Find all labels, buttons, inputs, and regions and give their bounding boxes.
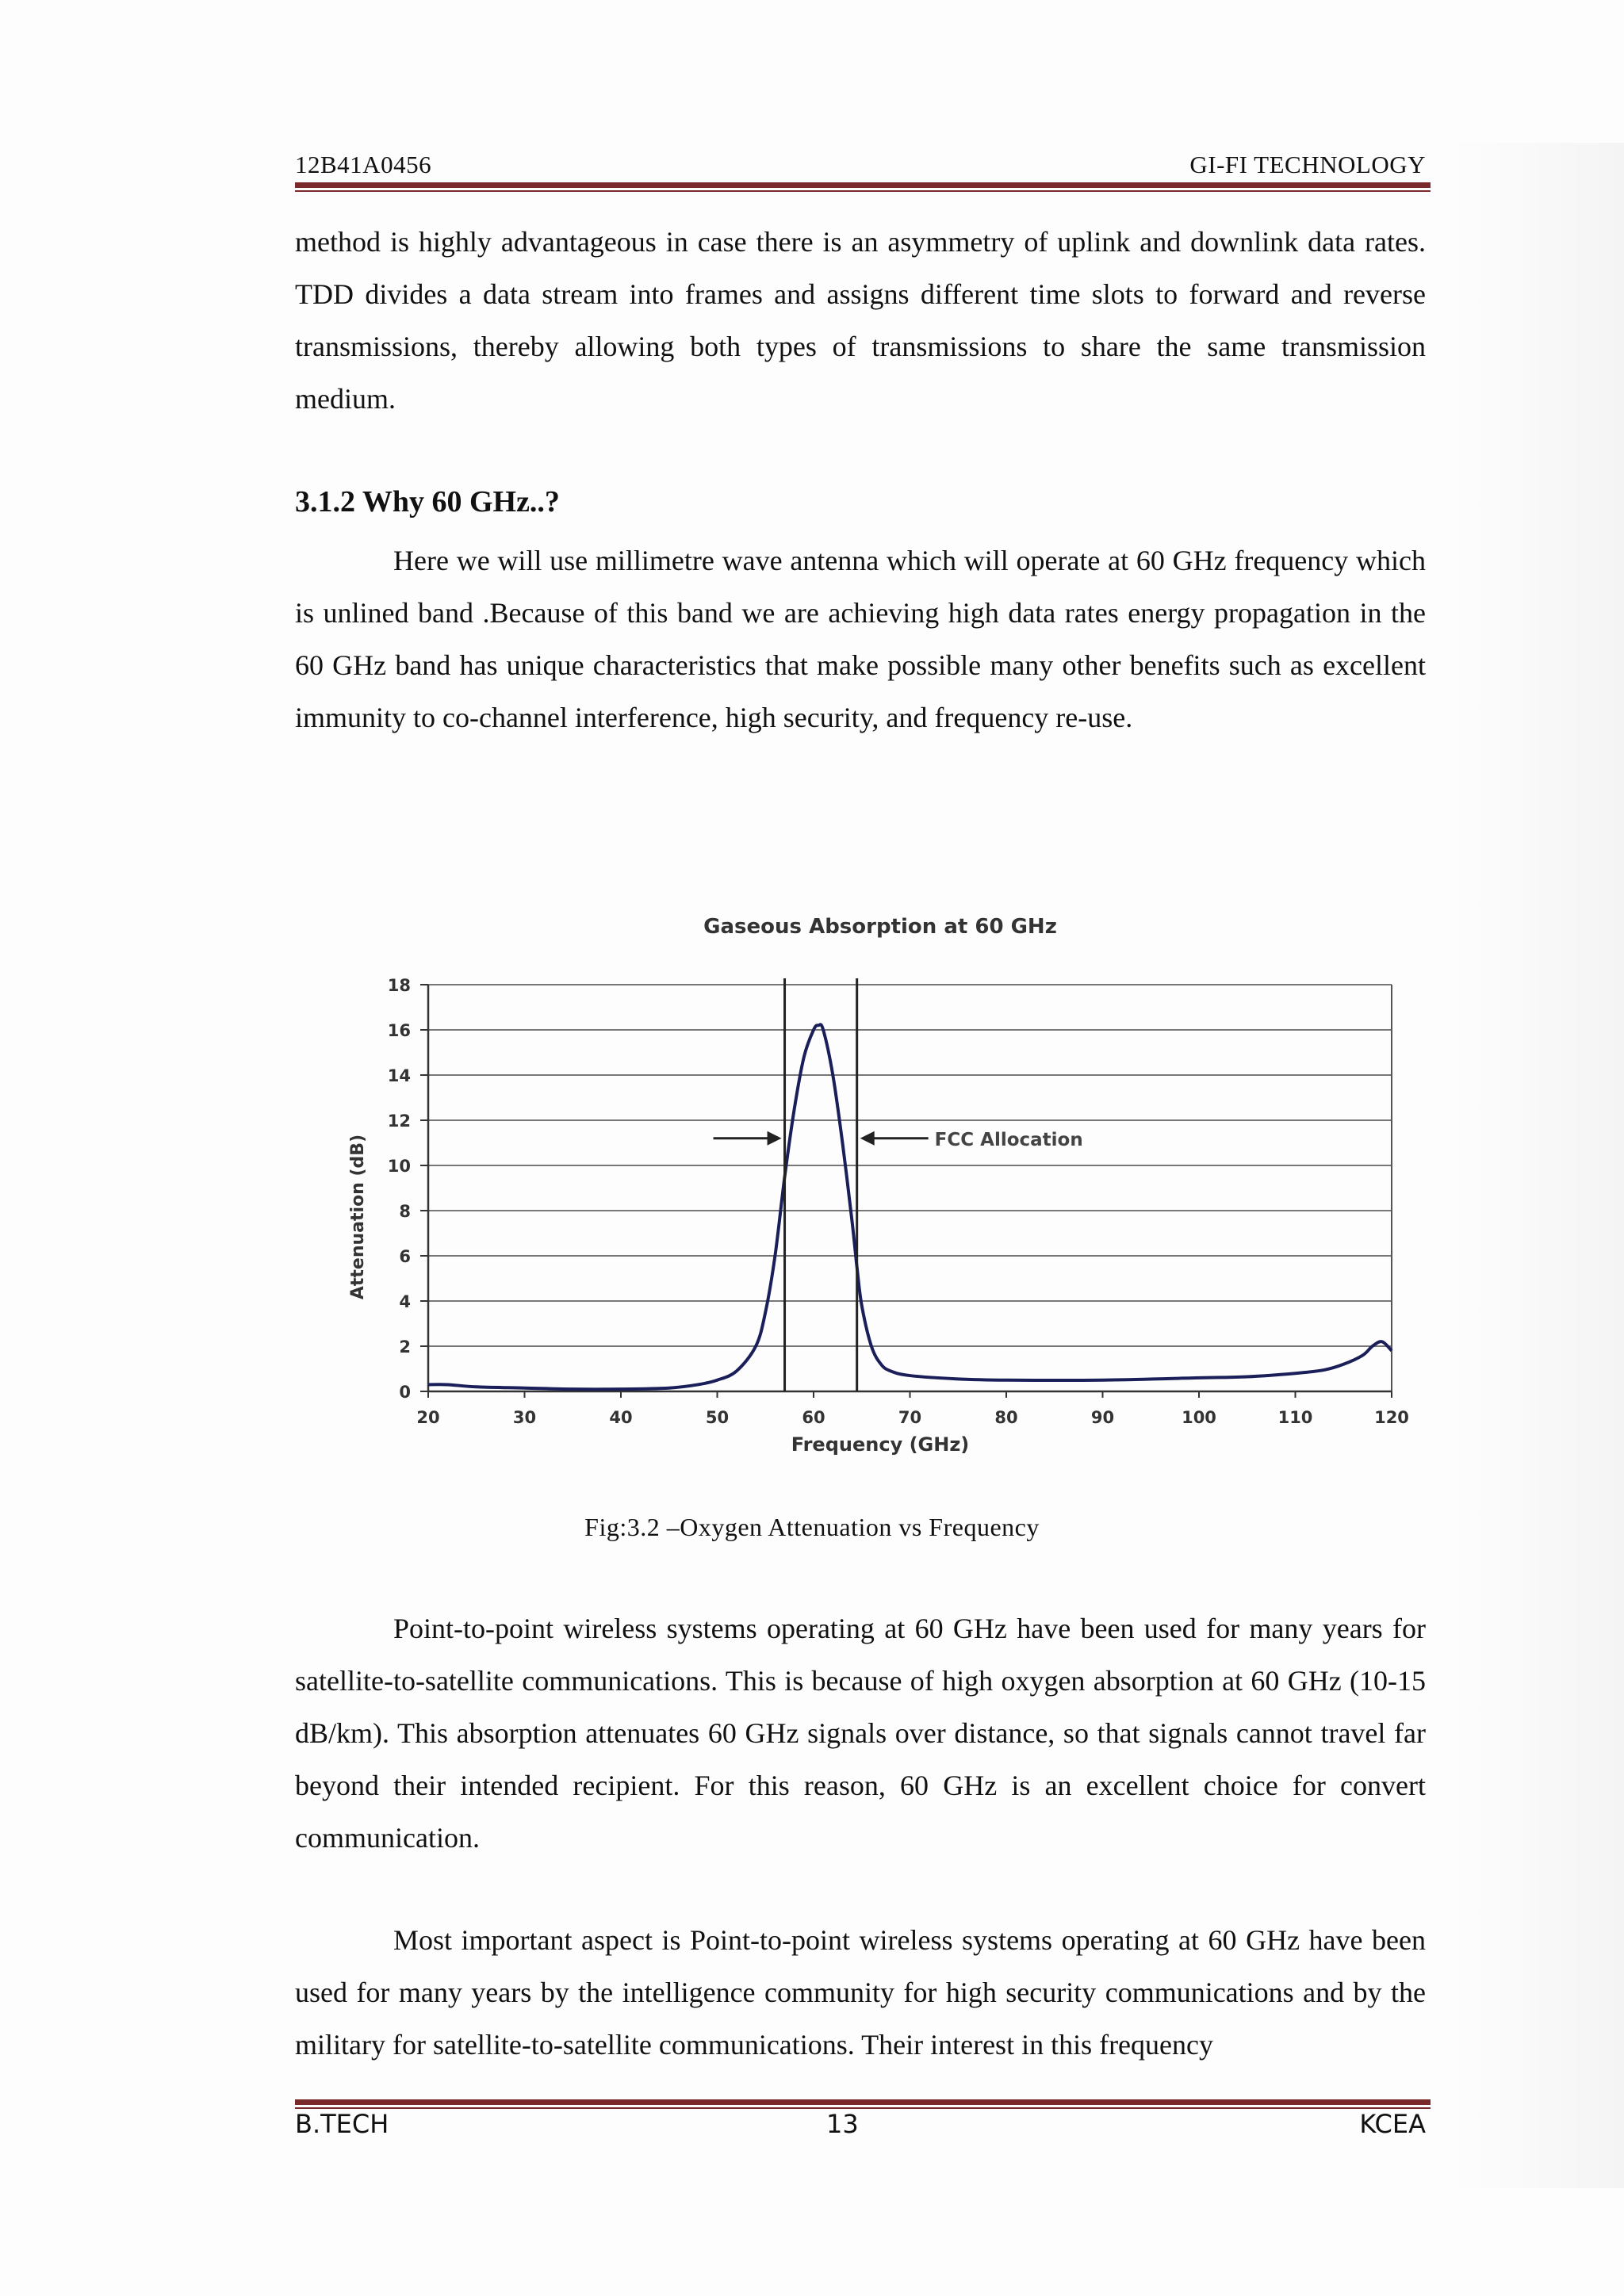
paragraph-4: Most important aspect is Point-to-point wireless systems operating at 60 GHz have been used for many years by the intelligence community for high security communications and by the military for satellite-to-satellite communications. Their interest in this frequency [295, 1924, 1426, 2061]
footer-left: B.TECH [295, 2109, 389, 2139]
y-tick-label: 6 [399, 1247, 411, 1266]
paragraph-3: Point-to-point wireless systems operating at 60 GHz have been used for many years for satellite-to-satellite communications. This is because of high oxygen absorption at 60 GHz (10-15 dB/km). This absorption attenuates 60 GHz signals over distance, so that signals cannot travel far beyond their intended recipient. For this reason, 60 GHz is an excellent choice for convert communication. [295, 1613, 1426, 1854]
y-tick-label: 12 [387, 1112, 411, 1131]
y-tick-label: 2 [399, 1337, 411, 1357]
y-tick-label: 8 [399, 1202, 411, 1221]
chart-x-axis-label: Frequency (GHz) [791, 1433, 970, 1456]
fcc-allocation-label: FCC Allocation [934, 1129, 1083, 1150]
paragraph-1: method is highly advantageous in case there is an asymmetry of uplink and downlink data rates. TDD divides a data stream into frames and assigns different time slots to forward and reverse transmissions, thereby allowing both types of transmissions to share the same transmission medium. [295, 226, 1426, 415]
chart-svg [333, 896, 1427, 1467]
page-number: 13 [826, 2109, 859, 2139]
y-tick-label: 10 [387, 1157, 411, 1176]
y-tick-label: 0 [399, 1383, 411, 1402]
x-tick-label: 50 [705, 1408, 730, 1427]
fcc-arrowhead-left [768, 1131, 782, 1146]
y-tick-label: 14 [387, 1066, 411, 1085]
x-tick-label: 20 [416, 1408, 440, 1427]
x-tick-label: 30 [512, 1408, 537, 1427]
footer-right: KCEA [1359, 2109, 1426, 2139]
chart-y-axis-label: Attenuation (dB) [348, 1134, 368, 1300]
chart-title: Gaseous Absorption at 60 GHz [703, 915, 1057, 939]
x-tick-label: 120 [1374, 1408, 1409, 1427]
fcc-arrowhead-right [860, 1131, 875, 1146]
x-tick-label: 70 [898, 1408, 922, 1427]
x-tick-label: 100 [1182, 1408, 1216, 1427]
y-tick-label: 4 [399, 1292, 411, 1311]
footer-rule [295, 2099, 1431, 2109]
x-tick-label: 110 [1277, 1408, 1313, 1427]
page-header [295, 143, 1426, 179]
y-tick-label: 18 [387, 976, 411, 995]
attenuation-chart [333, 896, 1427, 1467]
header-rule [295, 182, 1431, 192]
header-left: 12B41A0456 [295, 151, 432, 178]
x-tick-label: 90 [1090, 1408, 1115, 1427]
section-heading: 3.1.2 Why 60 GHz..? [295, 485, 560, 519]
figure-caption: Fig:3.2 –Oxygen Attenuation vs Frequency [584, 1513, 1040, 1541]
x-tick-label: 60 [802, 1408, 825, 1427]
page-footer [295, 2109, 1426, 2149]
x-tick-label: 80 [994, 1408, 1018, 1427]
paragraph-2: Here we will use millimetre wave antenna which will operate at 60 GHz frequency which is unlined band .Because of this band we are achieving high data rates energy propagation in the 60 GHz band has unique characteristics that make possible many other benefits such as excellent immunity to co-channel interference, high security, and frequency re-use. [295, 545, 1426, 733]
attenuation-curve [428, 1024, 1392, 1389]
page-edge-shadow [1450, 143, 1624, 2188]
y-tick-label: 16 [387, 1021, 411, 1040]
header-right: GI-FI TECHNOLOGY [1189, 151, 1426, 178]
x-tick-label: 40 [609, 1408, 633, 1427]
